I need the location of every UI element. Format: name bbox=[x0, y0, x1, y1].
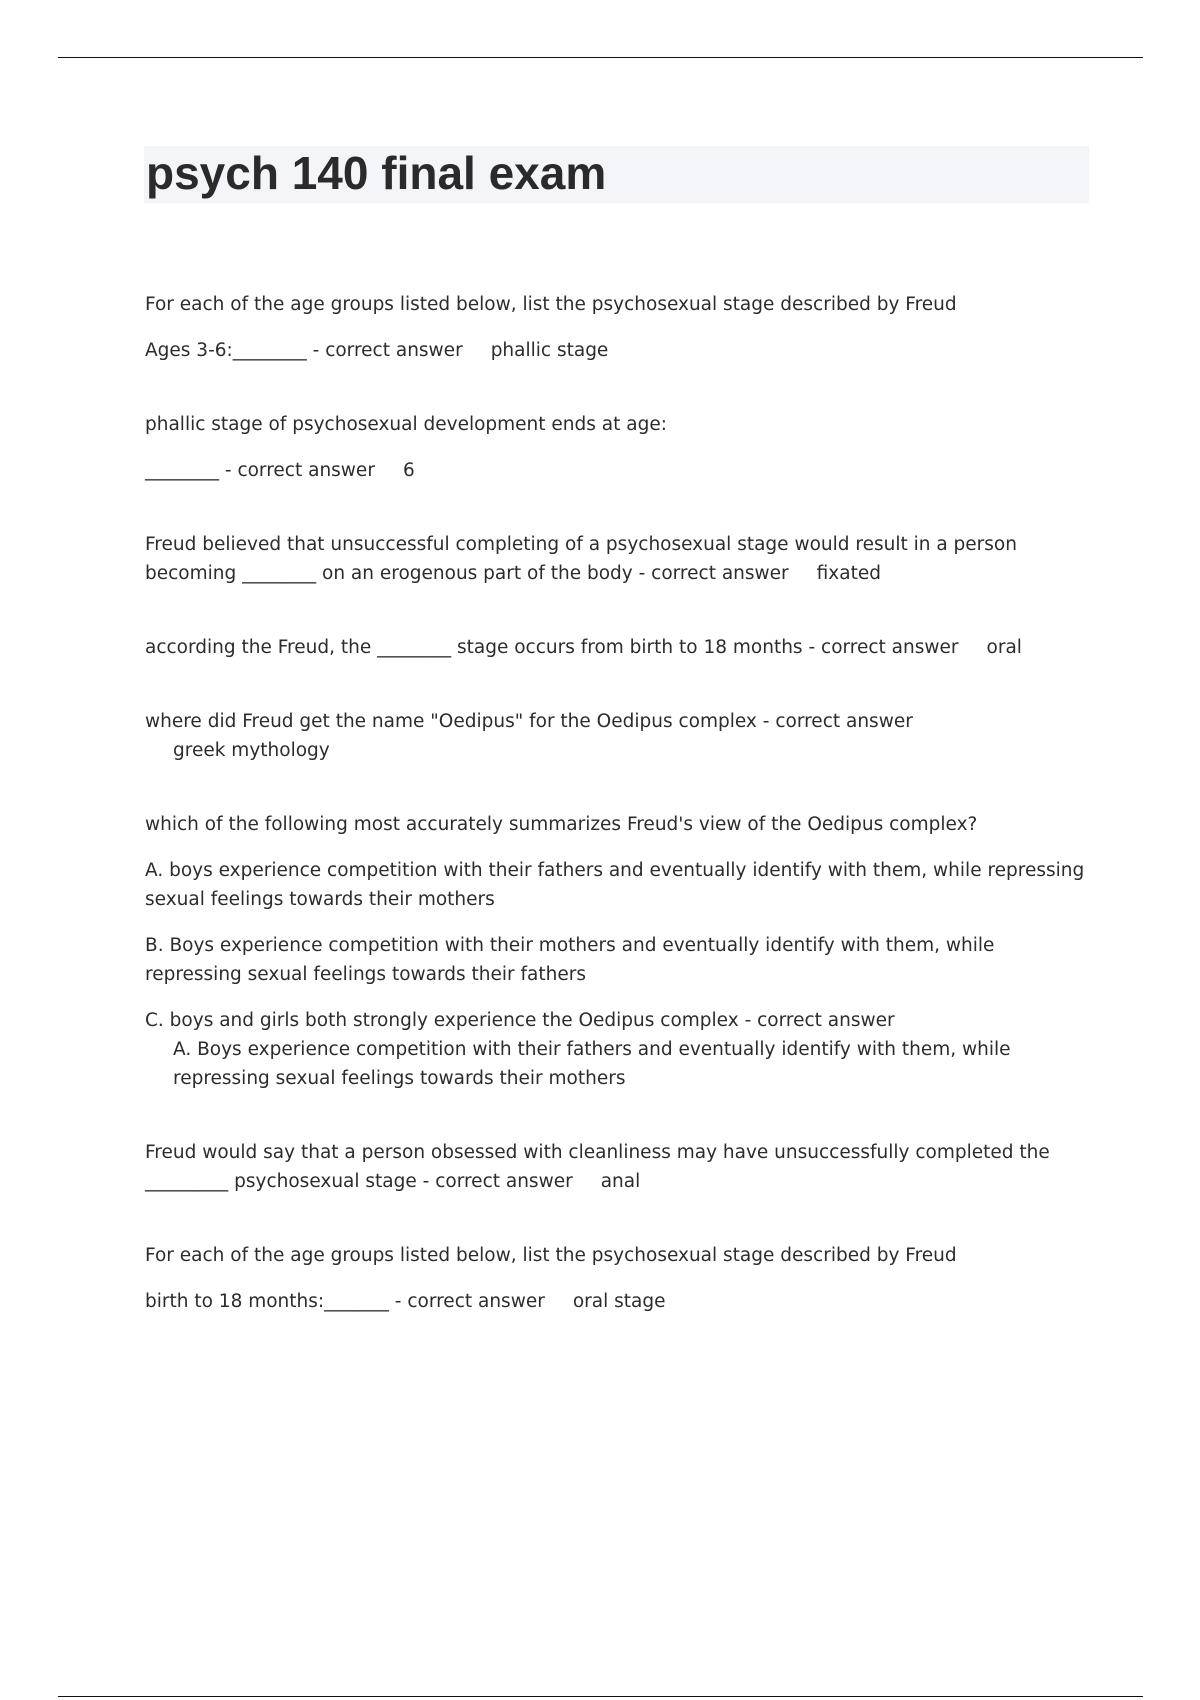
top-rule bbox=[58, 57, 1143, 58]
question-text: according the Freud, the ________ stage occurs from birth to 18 months bbox=[145, 637, 803, 658]
question-line bbox=[145, 810, 1095, 839]
correct-answer-label: - correct answer bbox=[312, 340, 463, 361]
correct-answer-label: - correct answer bbox=[422, 1171, 573, 1192]
question-text: Freud would say that a person obsessed with cleanliness may have unsuccessfully completed the _________ psychosexual stage bbox=[145, 1142, 1050, 1192]
question-prompt bbox=[145, 1006, 1095, 1093]
correct-answer-label: - correct answer bbox=[224, 460, 375, 481]
question-text: B. Boys experience competition with their mothers and eventually identify with them, while repressing sexual feelings towards their fathers bbox=[145, 935, 995, 985]
answer-text: greek mythology bbox=[173, 740, 330, 761]
correct-answer-label: - correct answer bbox=[762, 711, 913, 732]
question-line bbox=[145, 856, 1095, 914]
question-prompt bbox=[145, 707, 1095, 765]
question-line bbox=[145, 410, 1095, 439]
question-text: phallic stage of psychosexual development ends at age: bbox=[145, 414, 667, 435]
bottom-rule bbox=[58, 1696, 1143, 1697]
flashcard bbox=[145, 1241, 1095, 1316]
question-text: A. boys experience competition with their fathers and eventually identify with them, while repressing sexual feelings towards their mothers bbox=[145, 860, 1085, 910]
question-text: C. boys and girls both strongly experience the Oedipus complex bbox=[145, 1010, 739, 1031]
flashcard bbox=[145, 530, 1095, 588]
flashcard bbox=[145, 633, 1095, 662]
answer-text: 6 bbox=[402, 460, 415, 481]
question-prompt bbox=[145, 633, 1095, 662]
answer-text: A. Boys experience competition with their fathers and eventually identify with them, while repressing sexual feelings towards their mothers bbox=[173, 1039, 1011, 1089]
question-text: which of the following most accurately summarizes Freud's view of the Oedipus complex? bbox=[145, 814, 978, 835]
question-text: where did Freud get the name "Oedipus" for the Oedipus complex bbox=[145, 711, 757, 732]
flashcard bbox=[145, 1138, 1095, 1196]
correct-answer-label: - correct answer bbox=[394, 1291, 545, 1312]
question-text: For each of the age groups listed below, list the psychosexual stage described by Freud bbox=[145, 294, 957, 315]
correct-answer-label: - correct answer bbox=[638, 563, 789, 584]
answer-text: oral stage bbox=[572, 1291, 666, 1312]
question-prompt bbox=[145, 456, 1095, 485]
question-prompt bbox=[145, 1287, 1095, 1316]
answer-text: phallic stage bbox=[490, 340, 609, 361]
flashcard bbox=[145, 707, 1095, 765]
question-text: ________ bbox=[145, 460, 219, 481]
question-line bbox=[145, 1241, 1095, 1270]
answer-text: anal bbox=[600, 1171, 641, 1192]
flashcard bbox=[145, 410, 1095, 485]
question-prompt bbox=[145, 336, 1095, 365]
flashcard-list bbox=[145, 290, 1095, 1316]
question-line bbox=[145, 290, 1095, 319]
question-prompt bbox=[145, 530, 1095, 588]
answer-text: oral bbox=[986, 637, 1022, 658]
question-line bbox=[145, 931, 1095, 989]
answer-text: fixated bbox=[816, 563, 881, 584]
flashcard bbox=[145, 810, 1095, 1093]
correct-answer-label: - correct answer bbox=[744, 1010, 895, 1031]
correct-answer-label: - correct answer bbox=[808, 637, 959, 658]
question-text: birth to 18 months:_______ bbox=[145, 1291, 389, 1312]
question-text: Ages 3-6:________ bbox=[145, 340, 307, 361]
page-title: psych 140 final exam bbox=[146, 147, 607, 199]
question-text: Freud believed that unsuccessful completing of a psychosexual stage would result in a person becoming ________ on an erogenous part of the body bbox=[145, 534, 1017, 584]
question-text: For each of the age groups listed below, list the psychosexual stage described by Freud bbox=[145, 1245, 957, 1266]
question-prompt bbox=[145, 1138, 1095, 1196]
flashcard bbox=[145, 290, 1095, 365]
